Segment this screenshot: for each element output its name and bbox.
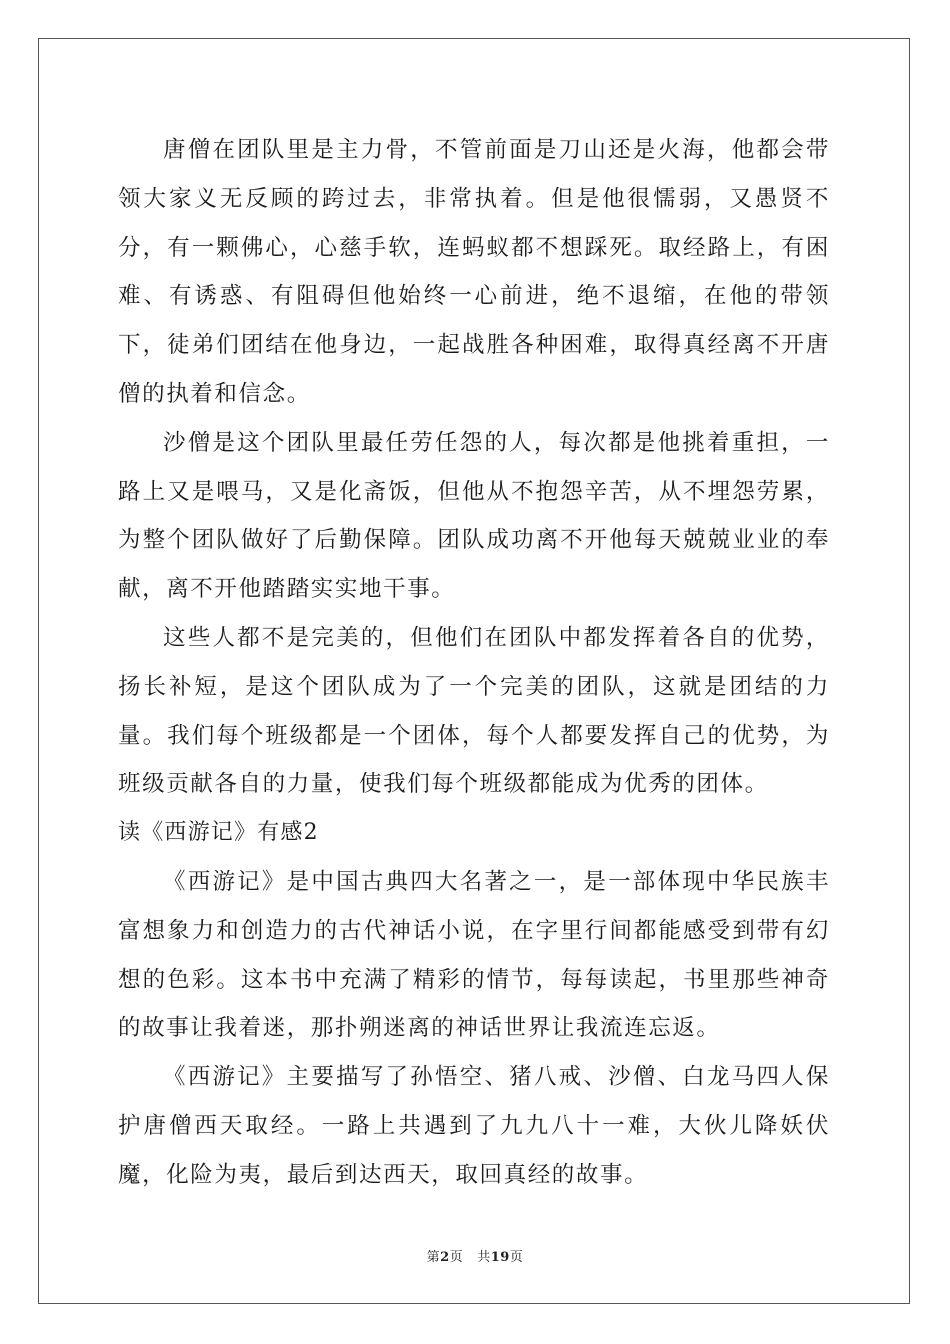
page-number: 2 bbox=[440, 1250, 450, 1265]
page-prefix: 第 bbox=[426, 1250, 441, 1265]
document-body bbox=[118, 126, 830, 1200]
section-heading: 读《西游记》有感2 bbox=[118, 820, 319, 846]
total-prefix: 共 bbox=[477, 1250, 491, 1265]
paragraph-intro-journey: 《西游记》是中国古典四大名著之一，是一部体现中华民族丰富想象力和创造力的古代神话小说，在字里行间都能感受到带有幻想的色彩。这本书中充满了精彩的情节，每每读起，书里那些神奇的故事让我着迷，那扑朔迷离的神话世界让我流连忘返。 bbox=[118, 868, 830, 1042]
total-suffix: 页 bbox=[509, 1250, 524, 1265]
page-suffix: 页 bbox=[449, 1250, 464, 1265]
page-footer bbox=[0, 1246, 950, 1265]
paragraph-sha-seng: 沙僧是这个团队里最任劳任怨的人，每次都是他挑着重担，一路上又是喂马，又是化斋饭，但他从不抱怨辛苦，从不埋怨劳累，为整个团队做好了后勤保障。团队成功离不开他每天兢兢业业的奉献，离不开他踏踏实实地干事。 bbox=[118, 429, 830, 603]
paragraph-team-strength: 这些人都不是完美的，但他们在团队中都发挥着各自的优势，扬长补短，是这个团队成为了一个完美的团队，这就是团结的力量。我们每个班级都是一个团体，每个人都要发挥自己的优势，为班级贡献各自的力量，使我们每个班级都能成为优秀的团体。 bbox=[118, 624, 830, 798]
paragraph-story-summary: 《西游记》主要描写了孙悟空、猪八戒、沙僧、白龙马四人保护唐僧西天取经。一路上共遇到了九九八十一难，大伙儿降妖伏魔，化险为夷，最后到达西天，取回真经的故事。 bbox=[118, 1064, 830, 1188]
total-pages: 19 bbox=[490, 1250, 510, 1265]
paragraph-tang-seng: 唐僧在团队里是主力骨，不管前面是刀山还是火海，他都会带领大家义无反顾的跨过去，非常执着。但是他很懦弱，又愚贤不分，有一颗佛心，心慈手软，连蚂蚁都不想踩死。取经路上，有困难、有诱惑、有阻碍但他始终一心前进，绝不退缩，在他的带领下，徒弟们团结在他身边，一起战胜各种困难，取得真经离不开唐僧的执着和信念。 bbox=[118, 137, 830, 407]
